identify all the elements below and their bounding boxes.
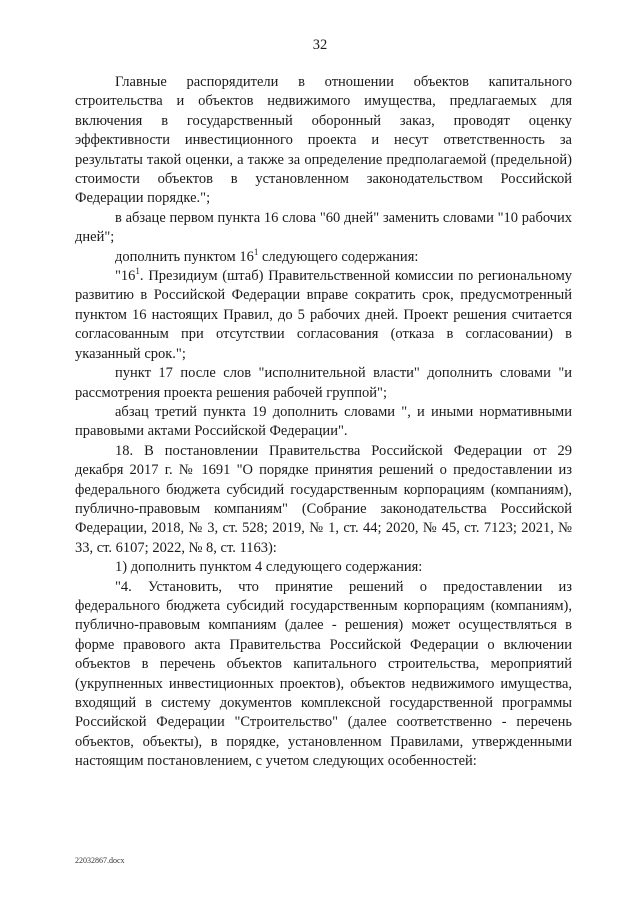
paragraph-text: . Президиум (штаб) Правительственной комиссии по региональному развитию в Российской Федерации вправе сократить срок, предусмотренный пунктом 16 настоящих Правил, до 5 рабочих дней. Проект решения считается согласованным при отсутствии согласования (отказа в согласовании) в указанный срок."; <box>75 268 572 362</box>
paragraph-item-19-amend: абзац третий пункта 19 дополнить словами ", и иными нормативными правовыми актами Российской Федерации". <box>75 403 572 440</box>
paragraph-item-16-1-text <box>75 267 572 364</box>
paragraph-add-item-16-1 <box>75 248 572 267</box>
footer-file-name: 22032867.docx <box>75 856 125 865</box>
paragraph-text: дополнить пунктом 16 <box>115 248 254 265</box>
superscript: 1 <box>253 246 259 257</box>
paragraph-item-17-amend: пункт 17 после слов "исполнительной власти" дополнить словами "и рассмотрения проекта решения рабочей группой"; <box>75 365 572 401</box>
paragraph-add-item-4: 1) дополнить пунктом 4 следующего содержания: <box>115 559 423 576</box>
paragraph-item-16-amend: в абзаце первом пункта 16 слова "60 дней" заменить словами "10 рабочих дней"; <box>75 209 572 246</box>
document-body <box>75 73 572 772</box>
superscript: 1 <box>135 266 140 277</box>
paragraph-text: следующего содержания: <box>258 248 419 265</box>
paragraph-section-18: 18. В постановлении Правительства Российской Федерации от 29 декабря 2017 г. № 1691 "О порядке принятия решений о предоставлении из федерального бюджета субсидий государственным корпорациям (компаниям), публично-правовым компаниям" (Собрание законодательства Российской Федерации, 2018, № 3, ст. 528; 2019, № 1, ст. 44; 2020, № 45, ст. 7123; 2021, № 33, ст. 6107; 2022, № 8, ст. 1163): <box>75 442 572 556</box>
paragraph-text: "16 <box>115 268 136 285</box>
paragraph-item-4-text: "4. Установить, что принятие решений о предоставлении из федерального бюджета субсидий государственным корпорациям (компаниям), публично-правовым компаниям (далее - решения) может осуществляться в форме правового акта Правительства Российской Федерации о включении объектов в перечень объектов капитального строительства, мероприятий (укрупненных инвестиционных проектов), объектов недвижимого имущества, входящий в систему документов комплексной государственной программы Российской Федерации "Строительство" (далее соответственно - перечень объектов, объекты), в порядке, установленном Правилами, утвержденными настоящим постановлением, с учетом следующих особенностей: <box>75 578 572 770</box>
paragraph-main-managers: Главные распорядители в отношении объектов капитального строительства и объектов недвижимого имущества, предлагаемых для включения в государственный оборонный заказ, проводят оценку эффективности инвестиционного проекта и несут ответственность за результаты такой оценки, а также за определение предполагаемой (предельной) стоимости объектов в установленном законодательством Российской Федерации порядке."; <box>75 74 572 207</box>
page-number: 32 <box>312 37 328 53</box>
